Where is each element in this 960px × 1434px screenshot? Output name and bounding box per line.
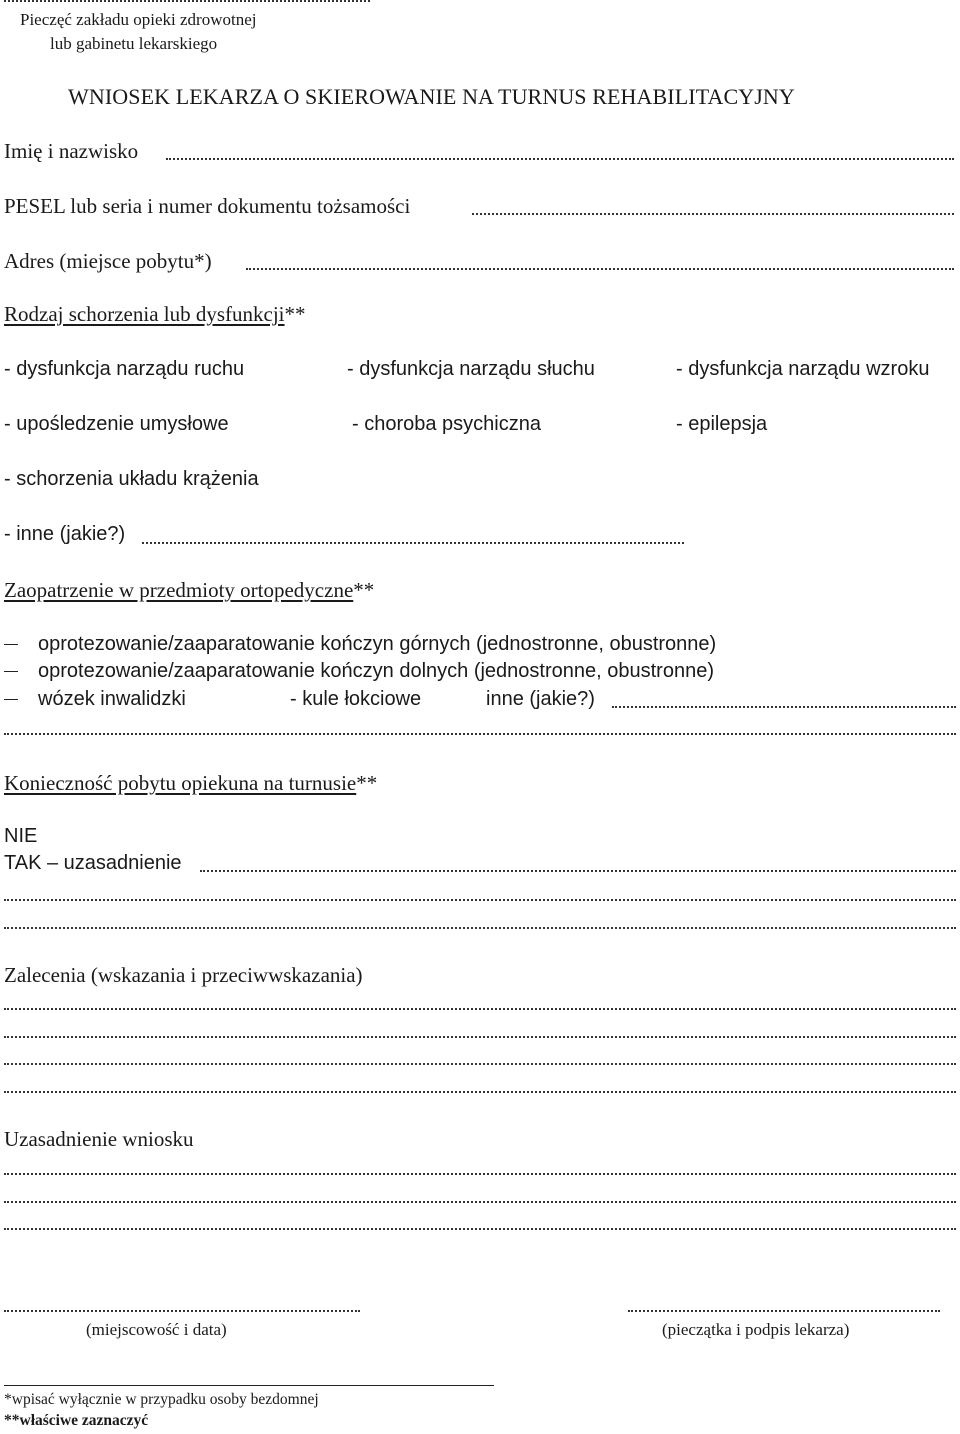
justification-line-1[interactable] [4,1173,956,1175]
footnote-mark-appropriate: **właściwe zaznaczyć [4,1412,149,1429]
orthopedic-item-lower-limbs[interactable] [4,660,714,683]
disease-option-hearing[interactable]: - dysfunkcja narządu słuchu [347,358,595,380]
footnote-homeless: *wpisać wyłącznie w przypadku osoby bezdomnej [4,1391,319,1408]
address-label: Adres (miejsce pobytu*) [4,249,212,273]
dash-bullet [4,699,18,700]
orthopedic-heading-asterisks: ** [353,578,375,602]
caregiver-heading-text: Konieczność pobytu opiekuna na turnusie [4,771,357,795]
recommendations-heading: Zalecenia (wskazania i przeciwwskazania) [4,963,363,987]
justification-line-2[interactable] [4,1201,956,1203]
form-title: WNIOSEK LEKARZA O SKIEROWANIE NA TURNUS REHABILITACYJNY [68,84,795,109]
recommendations-line-1[interactable] [4,1008,956,1010]
pesel-field[interactable] [472,213,954,215]
dash-bullet [4,671,18,672]
doctor-signature-field[interactable] [628,1310,940,1312]
stamp-dotted-line [4,0,370,2]
disease-option-mental-illness[interactable]: - choroba psychiczna [352,413,541,435]
recommendations-line-4[interactable] [4,1091,956,1093]
name-field[interactable] [166,158,954,160]
orthopedic-item-upper-limbs[interactable] [4,633,716,656]
caregiver-option-no[interactable]: NIE [4,825,38,847]
orthopedic-item-wheelchair[interactable] [4,688,186,711]
disease-option-circulatory[interactable]: - schorzenia układu krążenia [4,468,259,490]
disease-heading [4,302,306,327]
disease-option-vision[interactable]: - dysfunkcja narządu wzroku [676,358,930,380]
orthopedic-heading-text: Zaopatrzenie w przedmioty ortopedyczne [4,578,354,602]
disease-option-movement[interactable]: - dysfunkcja narządu ruchu [4,358,245,380]
caregiver-heading-asterisks: ** [356,771,378,795]
disease-option-epilepsy[interactable]: - epilepsja [676,413,768,435]
stamp-label-line2: lub gabinetu lekarskiego [50,34,218,53]
orthopedic-item-crutches[interactable]: - kule łokciowe [290,688,422,710]
caregiver-justification-field[interactable] [200,870,956,872]
dash-bullet [4,644,18,645]
orthopedic-item-other-label: inne (jakie?) [486,688,595,710]
disease-heading-text: Rodzaj schorzenia lub dysfunkcji [4,302,285,326]
address-field[interactable] [246,268,954,270]
pesel-label: PESEL lub seria i numer dokumentu tożsamości [4,194,411,218]
orthopedic-heading [4,578,374,603]
caregiver-justification-line-3[interactable] [4,927,956,929]
justification-line-3[interactable] [4,1228,956,1230]
justification-heading: Uzasadnienie wniosku [4,1127,194,1151]
disease-option-other-label: - inne (jakie?) [4,523,126,545]
orthopedic-item-upper-limbs-text: oprotezowanie/zaaparatowanie kończyn górnych (jednostronne, obustronne) [38,633,717,655]
recommendations-line-3[interactable] [4,1063,956,1065]
caregiver-heading [4,771,377,796]
place-date-field[interactable] [4,1310,360,1312]
caregiver-justification-line-2[interactable] [4,899,956,901]
orthopedic-other-field-continued[interactable] [4,733,956,735]
disease-heading-asterisks: ** [284,302,306,326]
footnote-divider [4,1385,494,1386]
recommendations-line-2[interactable] [4,1036,956,1038]
caregiver-option-yes[interactable]: TAK – uzasadnienie [4,852,182,874]
disease-option-intellectual[interactable]: - upośledzenie umysłowe [4,413,229,435]
place-date-label: (miejscowość i data) [86,1320,227,1339]
orthopedic-item-lower-limbs-text: oprotezowanie/zaaparatowanie kończyn dolnych (jednostronne, obustronne) [38,660,714,682]
stamp-label-line1: Pieczęć zakładu opieki zdrowotnej [20,10,257,29]
name-label: Imię i nazwisko [4,139,139,163]
doctor-signature-label: (pieczątka i podpis lekarza) [662,1320,850,1339]
disease-other-field[interactable] [142,542,684,544]
orthopedic-other-field[interactable] [612,706,956,708]
orthopedic-item-wheelchair-text: wózek inwalidzki [38,688,186,710]
